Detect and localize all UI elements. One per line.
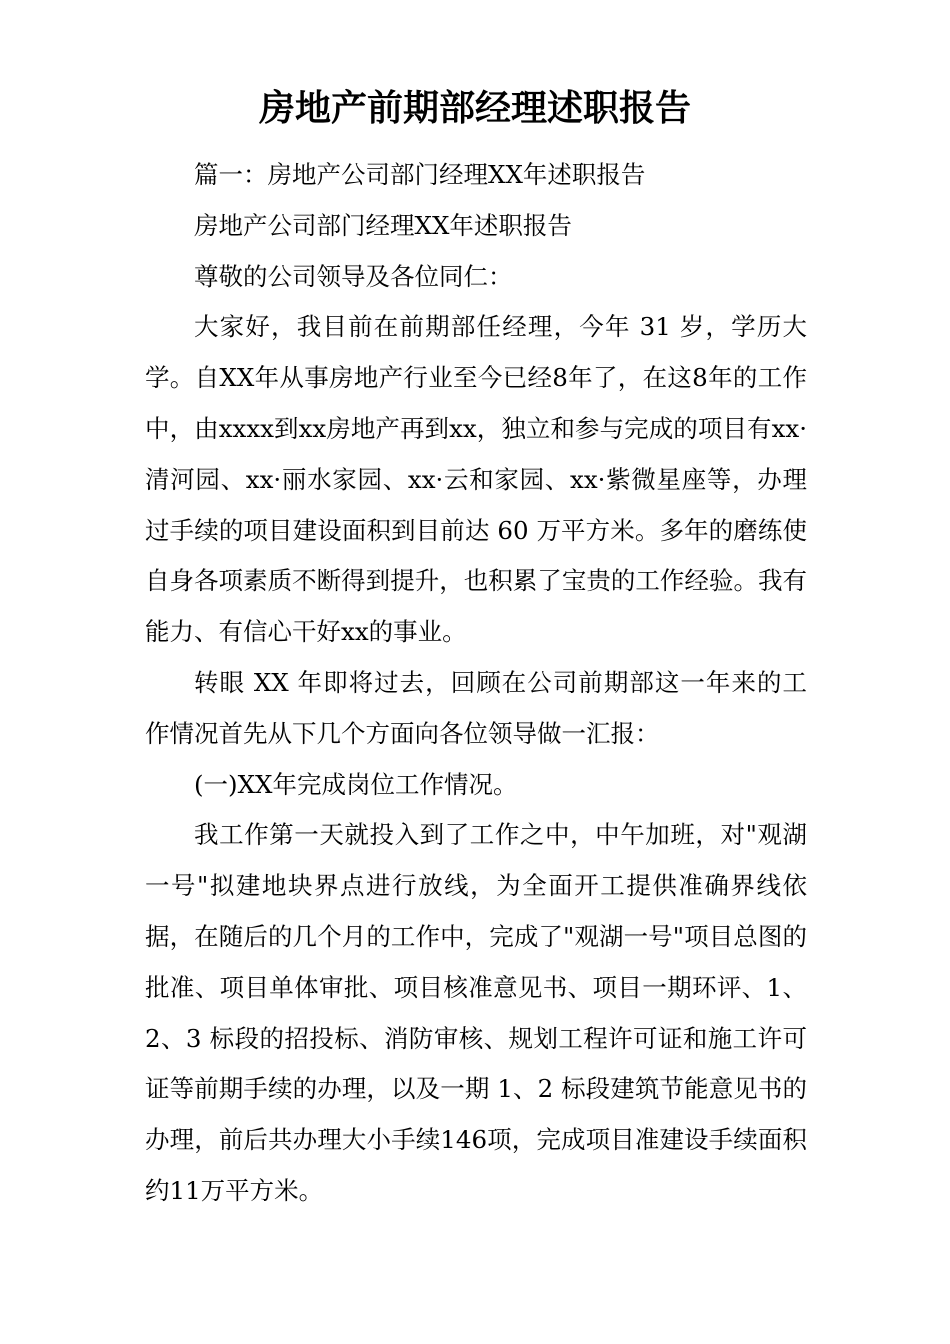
paragraph-salutation: 尊敬的公司领导及各位同仁： — [194, 261, 513, 291]
paragraph-report-title: 房地产公司部门经理XX年述职报告 — [194, 210, 572, 240]
paragraph-work-details: 我工作第一天就投入到了工作之中，中午加班，对"观湖一号"拟建地块界点进行放线，为全面开工提供准确界线依据，在随后的几个月的工作中，完成了"观湖一号"项目总图的批准、项目单体审批、项目核准意见书、项目一期环评、1、2、3 标段的招投标、消防审核、规划工程许可证和施工许可证等前期手续的办理，以及一期 1、2 标段建筑节能意见书的办理，前后共办理大小手续146项，完成项目准建设手续面积约11万平方米。 — [145, 820, 807, 1205]
paragraph-section-heading: (一)XX年完成岗位工作情况。 — [194, 769, 518, 799]
paragraph-article-heading: 篇一：房地产公司部门经理XX年述职报告 — [194, 160, 646, 189]
document-title: 房地产前期部经理述职报告 — [258, 87, 691, 129]
document-body — [145, 150, 832, 1217]
paragraph-review-intro: 转眼 XX 年即将过去，回顾在公司前期部这一年来的工作情况首先从下几个方面向各位领导做一汇报： — [145, 667, 807, 748]
paragraph-introduction: 大家好，我目前在前期部任经理，今年 31 岁，学历大学。自XX年从事房地产行业至今已经8年了，在这8年的工作中，由xxxx到xx房地产再到xx，独立和参与完成的项目有xx·清河园、xx·丽水家园、xx·云和家园、xx·紫微星座等，办理 过手续的项目建设面积到目前达 60 万平方米。多年的磨练使自身各项素质不断得到提升，也积累了宝贵的工作经验。我有能力、有信心干好xx的事业。 — [145, 312, 832, 647]
